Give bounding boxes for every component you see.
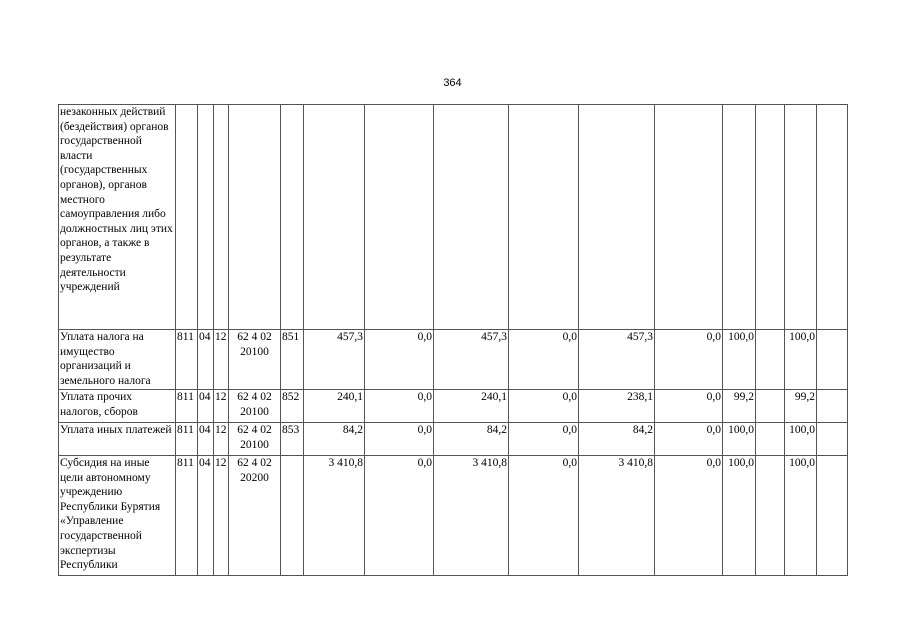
value-cell-6: 0,0 [655,423,723,456]
table-row [59,423,848,456]
percent-cell-4 [817,330,848,390]
budget-table [58,104,848,576]
percent-cell-3: 100,0 [785,456,817,576]
value-cell-1: 84,2 [304,423,365,456]
expense-type-cell [281,105,304,330]
section-code-cell: 04 [198,423,214,456]
target-article-cell [229,105,281,330]
percent-cell-1 [723,105,756,330]
percent-cell-4 [817,423,848,456]
value-cell-4: 0,0 [509,456,579,576]
target-article-cell: 62 4 02 20100 [229,390,281,423]
subsection-code-cell: 12 [214,390,229,423]
ministry-code-cell: 811 [176,423,198,456]
ministry-code-cell [176,105,198,330]
value-cell-4 [509,105,579,330]
value-cell-2 [365,105,434,330]
percent-cell-1: 99,2 [723,390,756,423]
subsection-code-cell: 12 [214,330,229,390]
percent-cell-4 [817,456,848,576]
value-cell-4: 0,0 [509,390,579,423]
row-name-cell: Субсидия на иные цели автономному учреждению Республики Бурятия «Управление государственной экспертизы Республики [59,456,176,576]
expense-type-cell: 852 [281,390,304,423]
percent-cell-3 [785,105,817,330]
value-cell-2: 0,0 [365,330,434,390]
value-cell-3: 240,1 [434,390,509,423]
value-cell-3 [434,105,509,330]
row-name-cell: Уплата иных платежей [59,423,176,456]
value-cell-3: 3 410,8 [434,456,509,576]
row-name-cell: Уплата прочих налогов, сборов [59,390,176,423]
percent-cell-2 [756,390,785,423]
value-cell-6: 0,0 [655,390,723,423]
percent-cell-2 [756,423,785,456]
ministry-code-cell: 811 [176,330,198,390]
section-code-cell: 04 [198,330,214,390]
value-cell-1: 457,3 [304,330,365,390]
value-cell-4: 0,0 [509,423,579,456]
value-cell-5: 457,3 [579,330,655,390]
value-cell-5: 238,1 [579,390,655,423]
value-cell-3: 84,2 [434,423,509,456]
target-article-cell: 62 4 02 20200 [229,456,281,576]
percent-cell-1: 100,0 [723,330,756,390]
section-code-cell: 04 [198,456,214,576]
value-cell-3: 457,3 [434,330,509,390]
percent-cell-2 [756,456,785,576]
target-article-cell: 62 4 02 20100 [229,330,281,390]
ministry-code-cell: 811 [176,390,198,423]
page-number: 364 [443,77,462,89]
percent-cell-4 [817,105,848,330]
value-cell-1: 3 410,8 [304,456,365,576]
percent-cell-3: 99,2 [785,390,817,423]
ministry-code-cell: 811 [176,456,198,576]
section-code-cell [198,105,214,330]
expense-type-cell [281,456,304,576]
percent-cell-2 [756,105,785,330]
percent-cell-3: 100,0 [785,423,817,456]
value-cell-4: 0,0 [509,330,579,390]
value-cell-6 [655,105,723,330]
table-row [59,456,848,576]
percent-cell-1: 100,0 [723,423,756,456]
row-name-cell: Уплата налога на имущество организаций и земельного налога [59,330,176,390]
value-cell-6: 0,0 [655,330,723,390]
subsection-code-cell: 12 [214,456,229,576]
value-cell-1 [304,105,365,330]
expense-type-cell: 851 [281,330,304,390]
table-row [59,330,848,390]
table-row [59,390,848,423]
value-cell-2: 0,0 [365,390,434,423]
value-cell-2: 0,0 [365,423,434,456]
percent-cell-1: 100,0 [723,456,756,576]
subsection-code-cell [214,105,229,330]
value-cell-1: 240,1 [304,390,365,423]
expense-type-cell: 853 [281,423,304,456]
percent-cell-2 [756,330,785,390]
value-cell-6: 0,0 [655,456,723,576]
row-name-cell: незаконных действий (бездействия) органов государственной власти (государственных органов), органов местного самоуправления либо должностных лиц этих органов, а также в результате деятельности учреждений [59,105,176,330]
value-cell-5: 84,2 [579,423,655,456]
subsection-code-cell: 12 [214,423,229,456]
table-row [59,105,848,330]
percent-cell-3: 100,0 [785,330,817,390]
value-cell-5: 3 410,8 [579,456,655,576]
target-article-cell: 62 4 02 20100 [229,423,281,456]
percent-cell-4 [817,390,848,423]
value-cell-5 [579,105,655,330]
value-cell-2: 0,0 [365,456,434,576]
section-code-cell: 04 [198,390,214,423]
